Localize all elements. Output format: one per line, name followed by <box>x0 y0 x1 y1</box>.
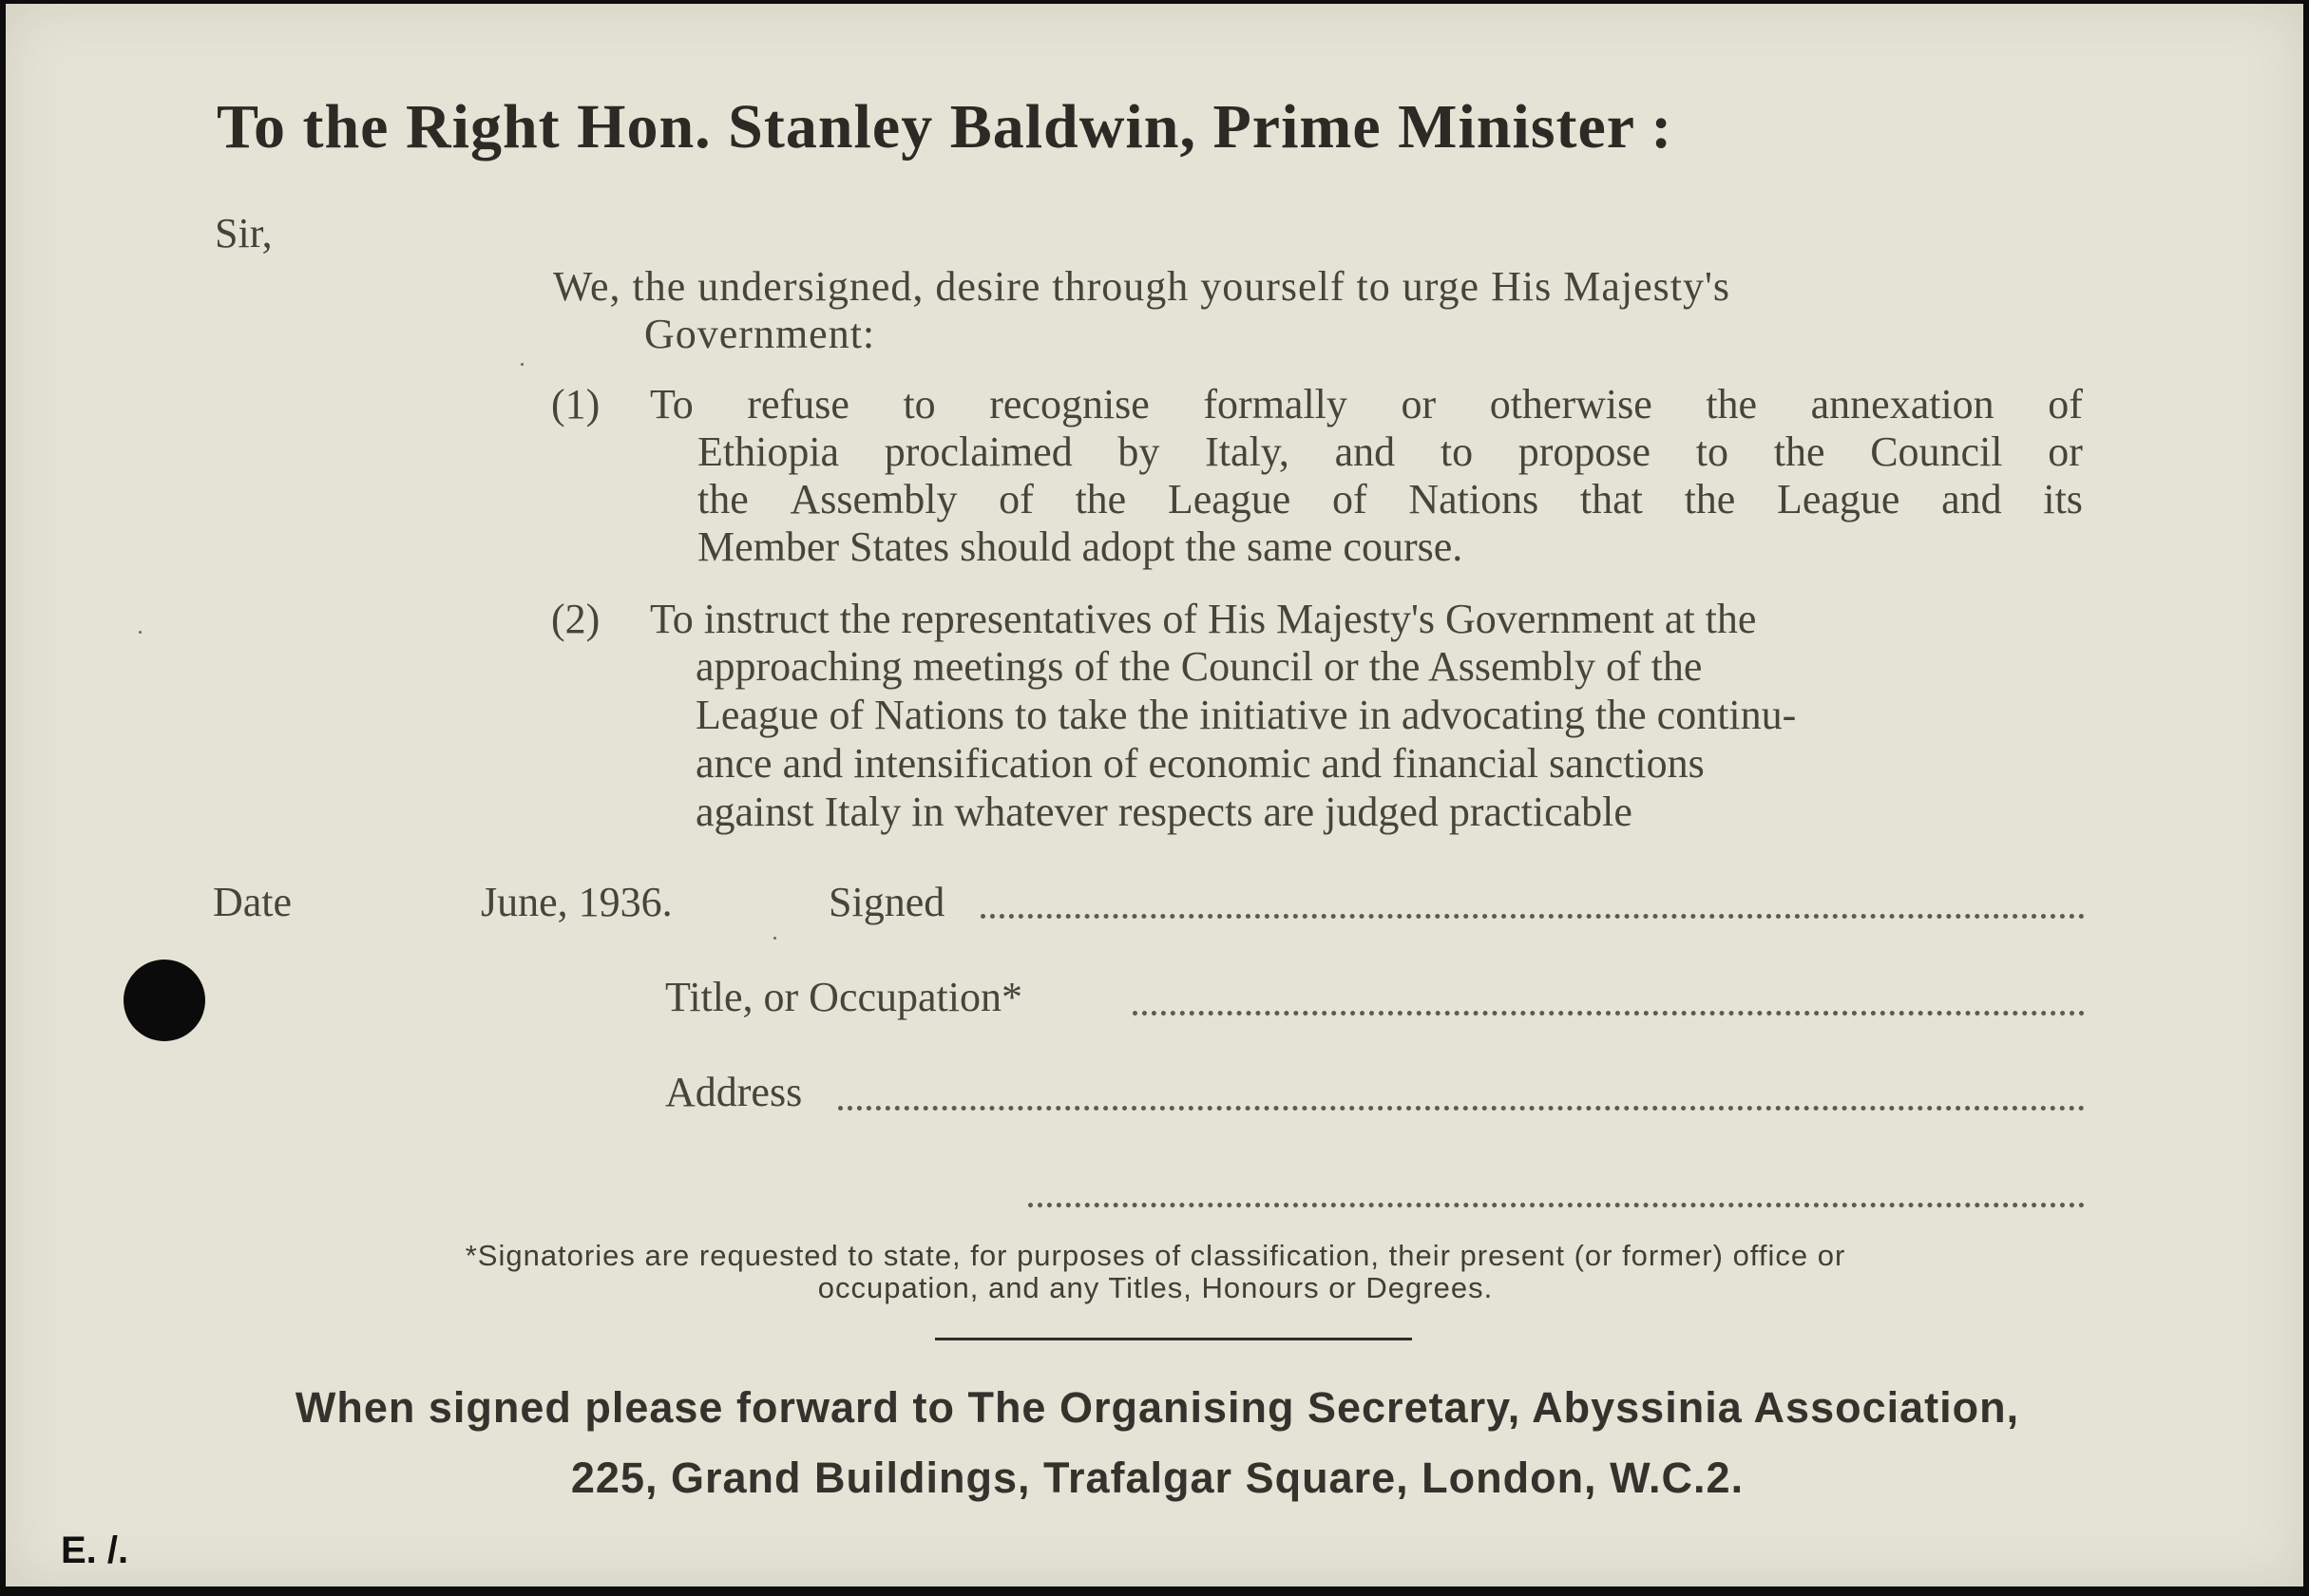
signature-line[interactable] <box>981 914 2085 919</box>
paper-speck <box>773 937 776 940</box>
word: Assembly <box>790 476 958 522</box>
word: and <box>1334 428 1396 475</box>
footnote-line-1: *Signatories are requested to state, for purposes of classification, their present (or former) office or <box>465 1239 1846 1272</box>
date-label: Date <box>213 879 293 925</box>
separator-rule <box>935 1338 1412 1340</box>
intro-line-1: We, the undersigned, desire through yourself to urge His Majesty's <box>553 263 1731 310</box>
word: refuse <box>747 381 849 428</box>
word: propose <box>1517 428 1651 475</box>
item-2-line-1: To instruct the representatives of His Majesty's Government at the <box>650 596 1757 642</box>
signed-label: Signed <box>829 879 945 925</box>
punch-hole <box>124 960 205 1041</box>
word: the <box>1684 476 1736 522</box>
letter-heading: To the Right Hon. Stanley Baldwin, Prime Minister : <box>217 92 1673 162</box>
address-label: Address <box>665 1069 803 1115</box>
forwarding-line-2: 225, Grand Buildings, Trafalgar Square, London, W.C.2. <box>570 1454 1745 1502</box>
item-2-line-5: against Italy in whatever respects are judged practicable <box>696 788 1632 835</box>
word: and <box>1941 476 2002 522</box>
petition-card <box>6 4 2303 1586</box>
word: the <box>1706 381 1758 428</box>
word: of <box>1332 476 1367 522</box>
word: or <box>2048 428 2083 475</box>
word: Italy, <box>1205 428 1289 475</box>
word: annexation <box>1810 381 1994 428</box>
item-2-line-2: approaching meetings of the Council or the Assembly of the <box>696 643 1703 690</box>
word: proclaimed <box>884 428 1073 475</box>
title-occupation-line[interactable] <box>1133 1011 2085 1016</box>
word: or <box>1401 381 1437 428</box>
item-1-line-1 <box>650 380 2083 428</box>
word: of <box>999 476 1034 522</box>
item-1-line-4: Member States should adopt the same course. <box>697 523 1463 570</box>
paper-speck <box>139 631 142 634</box>
address-line-1[interactable] <box>838 1106 2085 1111</box>
footnote-line-2: occupation, and any Titles, Honours or Degrees. <box>817 1271 1494 1304</box>
paper-speck <box>521 363 524 366</box>
address-line-2[interactable] <box>1028 1203 2085 1207</box>
word: its <box>2043 476 2083 522</box>
word: recognise <box>989 381 1150 428</box>
intro-line-2: Government: <box>644 311 876 357</box>
word: Ethiopia <box>697 428 840 475</box>
item-2-line-3: League of Nations to take the initiative in advocating the continu- <box>696 692 1797 738</box>
word: League <box>1777 476 1900 522</box>
word: Council <box>1870 428 2003 475</box>
word: the <box>697 476 749 522</box>
title-occupation-label: Title, or Occupation* <box>665 974 1022 1020</box>
item-number-1: (1) <box>551 381 601 428</box>
word: To <box>650 381 694 428</box>
word: Nations <box>1408 476 1539 522</box>
word: that <box>1579 476 1643 522</box>
date-value: June, 1936. <box>481 879 673 925</box>
word: by <box>1117 428 1160 475</box>
word: formally <box>1203 381 1347 428</box>
item-2-line-4: ance and intensification of economic and financial sanctions <box>696 740 1705 787</box>
word: the <box>1075 476 1127 522</box>
item-1-line-3 <box>697 475 2083 523</box>
item-number-2: (2) <box>551 596 601 642</box>
word: to <box>1440 428 1474 475</box>
item-1-line-2 <box>697 428 2083 476</box>
corner-mark: E. /. <box>61 1530 129 1571</box>
salutation: Sir, <box>215 210 273 256</box>
word: League <box>1167 476 1291 522</box>
word: to <box>903 381 936 428</box>
word: otherwise <box>1489 381 1652 428</box>
forwarding-line-1: When signed please forward to The Organising Secretary, Abyssinia Association, <box>295 1383 2020 1432</box>
word: of <box>2048 381 2083 428</box>
word: to <box>1695 428 1729 475</box>
word: the <box>1773 428 1825 475</box>
